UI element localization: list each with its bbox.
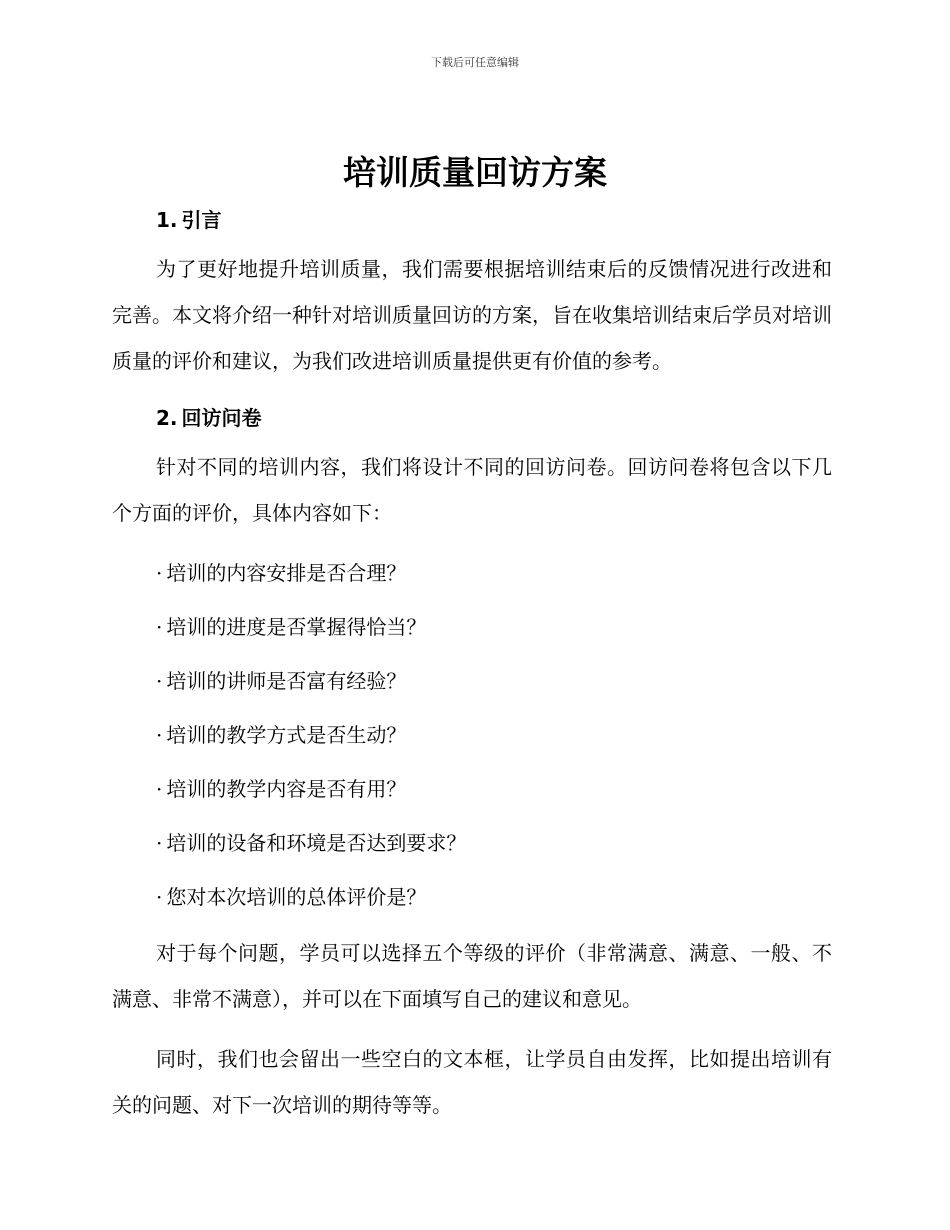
paragraph: 针对不同的培训内容，我们将设计不同的回访问卷。回访问卷将包含以下几个方面的评价，具体内容如下： <box>112 455 832 525</box>
bullet-dot-icon: · <box>156 669 163 693</box>
list-item <box>156 766 832 812</box>
list-item <box>156 874 832 920</box>
list-item-text: 培训的教学内容是否有用？ <box>166 777 407 801</box>
bullet-dot-icon: · <box>156 885 163 909</box>
list-item-text: 培训的进度是否掌握得恰当？ <box>166 615 427 639</box>
list-item <box>156 820 832 866</box>
document-title: 培训质量回访方案 <box>343 153 607 192</box>
paragraph: 为了更好地提升培训质量，我们需要根据培训结束后的反馈情况进行改进和完善。本文将介绍一种针对培训质量回访的方案，旨在收集培训结束后学员对培训质量的评价和建议，为我们改进培训质量提供更有价值的参考。 <box>112 257 832 373</box>
document-body <box>112 200 832 1142</box>
list-item <box>156 550 832 596</box>
bullet-dot-icon: · <box>156 723 163 747</box>
section-heading <box>112 398 832 438</box>
question-list <box>112 550 832 920</box>
bullet-dot-icon: · <box>156 777 163 801</box>
section-introduction <box>112 200 832 384</box>
list-item-text: 培训的讲师是否富有经验？ <box>166 669 407 693</box>
section-heading <box>112 200 832 240</box>
list-item-text: 您对本次培训的总体评价是？ <box>166 885 427 909</box>
bullet-dot-icon: · <box>156 561 163 585</box>
list-item-text: 培训的设备和环境是否达到要求？ <box>166 831 467 855</box>
section-title: 回访问卷 <box>181 406 262 430</box>
paragraph: 同时，我们也会留出一些空白的文本框，让学员自由发挥，比如提出培训有关的问题、对下一次培训的期待等等。 <box>112 1047 832 1117</box>
list-item-text: 培训的内容安排是否合理？ <box>166 561 407 585</box>
list-item <box>156 712 832 758</box>
paragraph: 对于每个问题，学员可以选择五个等级的评价（非常满意、满意、一般、不满意、非常不满意），并可以在下面填写自己的建议和意见。 <box>112 941 832 1011</box>
header-note: 下载后可任意编辑 <box>431 56 519 69</box>
bullet-dot-icon: · <box>156 615 163 639</box>
list-item-text: 培训的教学方式是否生动？ <box>166 723 407 747</box>
section-questionnaire <box>112 398 832 1128</box>
list-item <box>156 604 832 650</box>
section-number: 2. <box>156 406 178 430</box>
list-item <box>156 658 832 704</box>
bullet-dot-icon: · <box>156 831 163 855</box>
section-title: 引言 <box>181 208 222 232</box>
section-number: 1. <box>156 208 178 232</box>
